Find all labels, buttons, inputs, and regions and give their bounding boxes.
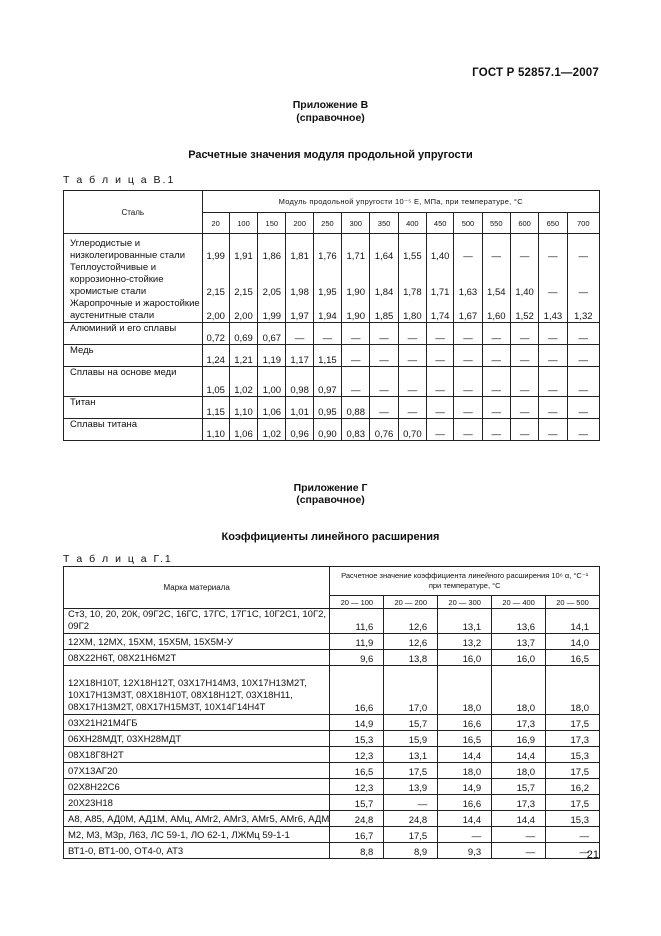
- table-row: [64, 419, 600, 441]
- material-grade: ВТ1-0, ВТ1-00, ОТ4-0, АТ3: [64, 843, 330, 859]
- modulus-value: 1,10: [202, 419, 229, 441]
- table-row: [64, 323, 600, 345]
- modulus-value: 1,90: [342, 262, 370, 298]
- modulus-value: 1,01: [286, 397, 313, 419]
- expansion-value: 17,5: [546, 715, 600, 731]
- modulus-value: —: [510, 397, 538, 419]
- modulus-value: —: [454, 367, 482, 397]
- table-row: [64, 763, 600, 779]
- expansion-value: 14,4: [438, 811, 492, 827]
- modulus-value: —: [482, 367, 510, 397]
- material-grade: Ст3, 10, 20, 20К, 09Г2С, 16ГС, 17ГС, 17Г1С, 10Г2С1, 10Г2, 09Г2: [64, 609, 330, 634]
- table-row: [64, 811, 600, 827]
- expansion-value: 17,3: [492, 715, 546, 731]
- expansion-value: 13,1: [438, 609, 492, 634]
- material-grade: 06ХН28МДТ, 03ХН28МДТ: [64, 731, 330, 747]
- modulus-value: 1,76: [313, 234, 341, 263]
- expansion-value: 13,8: [384, 650, 438, 666]
- temperature-header: 550: [482, 213, 510, 234]
- modulus-value: —: [286, 323, 313, 345]
- modulus-value: —: [370, 323, 398, 345]
- modulus-value: —: [427, 345, 454, 367]
- expansion-value: 16,7: [330, 827, 384, 843]
- modulus-value: 0,70: [398, 419, 426, 441]
- temperature-header: 500: [454, 213, 482, 234]
- modulus-value: 1,55: [398, 234, 426, 263]
- temperature-header: 700: [567, 213, 599, 234]
- table-row: [64, 345, 600, 367]
- expansion-value: 16,0: [492, 650, 546, 666]
- modulus-value: 1,06: [258, 397, 286, 419]
- modulus-value: —: [539, 419, 567, 441]
- expansion-value: 14,0: [546, 634, 600, 650]
- material-name: Сплавы на основе меди: [64, 367, 203, 397]
- table-g-label: Т а б л и ц а Г.1: [63, 553, 173, 565]
- expansion-value: 18,0: [546, 666, 600, 715]
- modulus-value: 1,19: [258, 345, 286, 367]
- modulus-value: 1,17: [286, 345, 313, 367]
- table-b1: [63, 190, 600, 441]
- modulus-value: 1,78: [398, 262, 426, 298]
- temperature-header: 150: [258, 213, 286, 234]
- expansion-value: 9,6: [330, 650, 384, 666]
- modulus-value: 1,85: [370, 298, 398, 323]
- material-grade: 03Х21Н21М4ГБ: [64, 715, 330, 731]
- modulus-value: 2,15: [202, 262, 229, 298]
- modulus-value: —: [539, 234, 567, 263]
- modulus-value: 1,40: [427, 234, 454, 263]
- expansion-value: 16,5: [438, 731, 492, 747]
- modulus-value: —: [567, 345, 599, 367]
- expansion-value: 16,2: [546, 779, 600, 795]
- column-header-coefficient: Расчетное значение коэффициента линейного расширения 10⁶ α, °С⁻¹ при температуре, °С: [330, 567, 600, 596]
- modulus-value: —: [567, 367, 599, 397]
- temperature-header: 400: [398, 213, 426, 234]
- modulus-value: —: [539, 323, 567, 345]
- modulus-value: —: [482, 397, 510, 419]
- modulus-value: 1,86: [258, 234, 286, 263]
- modulus-value: 1,94: [313, 298, 341, 323]
- modulus-value: 1,67: [454, 298, 482, 323]
- table-row: [64, 666, 600, 715]
- table-row: [64, 262, 600, 298]
- modulus-value: 0,72: [202, 323, 229, 345]
- modulus-value: 0,88: [342, 397, 370, 419]
- modulus-value: —: [510, 234, 538, 263]
- modulus-value: —: [482, 234, 510, 263]
- table-row: [64, 367, 600, 397]
- temperature-header: 650: [539, 213, 567, 234]
- expansion-value: 15,3: [546, 811, 600, 827]
- material-grade: 07Х13АГ20: [64, 763, 330, 779]
- modulus-value: 1,40: [510, 262, 538, 298]
- expansion-value: —: [384, 795, 438, 811]
- material-name: Жаропрочные и жаростойкие аустенитные стали: [64, 298, 203, 323]
- modulus-value: —: [567, 397, 599, 419]
- expansion-value: 17,5: [384, 827, 438, 843]
- expansion-value: 16,6: [438, 715, 492, 731]
- modulus-value: 1,06: [229, 419, 257, 441]
- material-name: Сплавы титана: [64, 419, 203, 441]
- expansion-value: 14,9: [330, 715, 384, 731]
- expansion-value: 11,9: [330, 634, 384, 650]
- expansion-value: 16,5: [546, 650, 600, 666]
- modulus-value: 1,24: [202, 345, 229, 367]
- modulus-value: 1,43: [539, 298, 567, 323]
- material-grade: 12Х18Н10Т, 12Х18Н12Т, 03Х17Н14М3, 10Х17Н13М2Т, 10Х17Н13М3Т, 08Х18Н10Т, 08Х18Н12Т, 03Х18Н11, 08Х17Н13М2Т, 08Х17Н15М3Т, 10Х14Г14Н4Т: [64, 666, 330, 715]
- expansion-value: —: [546, 827, 600, 843]
- appendix-b-heading: Расчетные значения модуля продольной упругости: [188, 149, 473, 161]
- expansion-value: —: [492, 827, 546, 843]
- modulus-value: —: [510, 367, 538, 397]
- temperature-header: 100: [229, 213, 257, 234]
- page-number: 21: [586, 849, 599, 861]
- table-row: [64, 650, 600, 666]
- modulus-value: —: [342, 323, 370, 345]
- expansion-value: —: [492, 843, 546, 859]
- material-grade: М2, М3, М3р, Л63, ЛС 59-1, ЛО 62-1, ЛЖМц 59-1-1: [64, 827, 330, 843]
- modulus-value: 1,99: [258, 298, 286, 323]
- modulus-value: 1,02: [229, 367, 257, 397]
- modulus-value: —: [539, 397, 567, 419]
- modulus-value: —: [342, 345, 370, 367]
- modulus-value: 1,32: [567, 298, 599, 323]
- appendix-g-title: Приложение Г: [293, 482, 368, 494]
- modulus-value: 1,95: [313, 262, 341, 298]
- expansion-value: 15,3: [546, 747, 600, 763]
- expansion-value: 24,8: [384, 811, 438, 827]
- modulus-value: 1,00: [258, 367, 286, 397]
- expansion-value: 14,4: [492, 747, 546, 763]
- modulus-value: 0,96: [286, 419, 313, 441]
- modulus-value: —: [482, 345, 510, 367]
- modulus-value: —: [427, 419, 454, 441]
- expansion-value: —: [546, 843, 600, 859]
- expansion-value: 18,0: [438, 666, 492, 715]
- modulus-value: 1,98: [286, 262, 313, 298]
- modulus-value: 1,10: [229, 397, 257, 419]
- material-name: Алюминий и его сплавы: [64, 323, 203, 345]
- expansion-value: 13,1: [384, 747, 438, 763]
- table-row: [64, 795, 600, 811]
- modulus-value: 1,60: [482, 298, 510, 323]
- expansion-value: 11,6: [330, 609, 384, 634]
- expansion-value: 16,6: [330, 666, 384, 715]
- modulus-value: 0,69: [229, 323, 257, 345]
- expansion-value: 17,5: [546, 763, 600, 779]
- material-grade: 20Х23Н18: [64, 795, 330, 811]
- material-grade: 08Х18Г8Н2Т: [64, 747, 330, 763]
- modulus-value: —: [454, 419, 482, 441]
- modulus-value: —: [454, 323, 482, 345]
- modulus-value: 1,97: [286, 298, 313, 323]
- modulus-value: —: [370, 397, 398, 419]
- range-header: 20 — 100: [330, 596, 384, 609]
- modulus-value: —: [454, 397, 482, 419]
- expansion-value: 17,0: [384, 666, 438, 715]
- modulus-value: —: [510, 419, 538, 441]
- material-grade: 12ХМ, 12МХ, 15ХМ, 15Х5М, 15Х5М-У: [64, 634, 330, 650]
- table-row: [64, 827, 600, 843]
- range-header: 20 — 200: [384, 596, 438, 609]
- modulus-value: 2,05: [258, 262, 286, 298]
- modulus-value: 1,54: [482, 262, 510, 298]
- modulus-value: —: [398, 367, 426, 397]
- column-header-modulus: Модуль продольной упругости 10⁻⁵ E, МПа, при температуре, °С: [202, 191, 599, 213]
- modulus-value: 2,15: [229, 262, 257, 298]
- expansion-value: 14,9: [438, 779, 492, 795]
- table-row: [64, 779, 600, 795]
- modulus-value: 0,95: [313, 397, 341, 419]
- modulus-value: 0,76: [370, 419, 398, 441]
- expansion-value: 12,3: [330, 747, 384, 763]
- expansion-value: 15,9: [384, 731, 438, 747]
- expansion-value: 15,3: [330, 731, 384, 747]
- table-row: [64, 715, 600, 731]
- modulus-value: 1,71: [427, 262, 454, 298]
- modulus-value: 1,71: [342, 234, 370, 263]
- modulus-value: —: [427, 367, 454, 397]
- expansion-value: 16,5: [330, 763, 384, 779]
- table-row: [64, 234, 600, 263]
- modulus-value: 1,80: [398, 298, 426, 323]
- modulus-value: 2,00: [202, 298, 229, 323]
- modulus-value: —: [539, 345, 567, 367]
- modulus-value: 1,02: [258, 419, 286, 441]
- expansion-value: 17,5: [546, 795, 600, 811]
- expansion-value: 14,4: [492, 811, 546, 827]
- modulus-value: 1,52: [510, 298, 538, 323]
- modulus-value: —: [567, 323, 599, 345]
- modulus-value: —: [313, 323, 341, 345]
- modulus-value: —: [398, 323, 426, 345]
- modulus-value: 2,00: [229, 298, 257, 323]
- material-name: Медь: [64, 345, 203, 367]
- expansion-value: 16,0: [438, 650, 492, 666]
- expansion-value: 9,3: [438, 843, 492, 859]
- table-row: [64, 843, 600, 859]
- modulus-value: —: [567, 234, 599, 263]
- appendix-b-subtitle: (справочное): [296, 112, 365, 124]
- expansion-value: 16,9: [492, 731, 546, 747]
- modulus-value: —: [510, 345, 538, 367]
- modulus-value: 1,63: [454, 262, 482, 298]
- modulus-value: 1,91: [229, 234, 257, 263]
- modulus-value: —: [539, 262, 567, 298]
- expansion-value: 17,5: [384, 763, 438, 779]
- modulus-value: 0,98: [286, 367, 313, 397]
- range-header: 20 — 400: [492, 596, 546, 609]
- expansion-value: 15,7: [384, 715, 438, 731]
- expansion-value: 8,9: [384, 843, 438, 859]
- modulus-value: —: [454, 234, 482, 263]
- modulus-value: —: [427, 397, 454, 419]
- expansion-value: 16,6: [438, 795, 492, 811]
- expansion-value: 24,8: [330, 811, 384, 827]
- material-name: Углеродистые и низколегированные стали: [64, 234, 203, 263]
- appendix-g-heading: Коэффициенты линейного расширения: [221, 531, 440, 543]
- column-header-steel: Сталь: [64, 191, 203, 234]
- range-header: 20 — 300: [438, 596, 492, 609]
- table-row: [64, 298, 600, 323]
- temperature-header: 250: [313, 213, 341, 234]
- modulus-value: 1,15: [202, 397, 229, 419]
- table-row: [64, 634, 600, 650]
- expansion-value: 18,0: [438, 763, 492, 779]
- column-header-material: Марка материала: [64, 567, 330, 609]
- material-grade: 02Х8Н22С6: [64, 779, 330, 795]
- modulus-value: 1,74: [427, 298, 454, 323]
- modulus-value: —: [342, 367, 370, 397]
- expansion-value: 8,8: [330, 843, 384, 859]
- modulus-value: 1,84: [370, 262, 398, 298]
- range-header: 20 — 500: [546, 596, 600, 609]
- modulus-value: 1,15: [313, 345, 341, 367]
- expansion-value: 12,6: [384, 634, 438, 650]
- document-header: ГОСТ Р 52857.1—2007: [472, 67, 599, 79]
- modulus-value: —: [398, 345, 426, 367]
- appendix-b-title: Приложение В: [292, 99, 369, 111]
- modulus-value: 1,21: [229, 345, 257, 367]
- material-name: Титан: [64, 397, 203, 419]
- appendix-g-subtitle: (справочное): [296, 494, 365, 506]
- modulus-value: —: [482, 419, 510, 441]
- modulus-value: 0,83: [342, 419, 370, 441]
- expansion-value: 13,9: [384, 779, 438, 795]
- modulus-value: —: [539, 367, 567, 397]
- expansion-value: 15,7: [330, 795, 384, 811]
- modulus-value: 1,64: [370, 234, 398, 263]
- modulus-value: —: [482, 323, 510, 345]
- modulus-value: —: [398, 397, 426, 419]
- material-grade: 08Х22Н6Т, 08Х21Н6М2Т: [64, 650, 330, 666]
- modulus-value: 0,90: [313, 419, 341, 441]
- expansion-value: 14,1: [546, 609, 600, 634]
- temperature-header: 350: [370, 213, 398, 234]
- modulus-value: —: [567, 262, 599, 298]
- modulus-value: 1,05: [202, 367, 229, 397]
- table-row: [64, 609, 600, 634]
- modulus-value: —: [370, 367, 398, 397]
- expansion-value: 12,6: [384, 609, 438, 634]
- modulus-value: —: [427, 323, 454, 345]
- temperature-header: 20: [202, 213, 229, 234]
- temperature-header: 200: [286, 213, 313, 234]
- table-row: [64, 747, 600, 763]
- modulus-value: 0,97: [313, 367, 341, 397]
- temperature-header: 300: [342, 213, 370, 234]
- expansion-value: 17,3: [492, 795, 546, 811]
- modulus-value: 1,81: [286, 234, 313, 263]
- temperature-header: 600: [510, 213, 538, 234]
- expansion-value: —: [438, 827, 492, 843]
- modulus-value: —: [510, 323, 538, 345]
- table-row: [64, 397, 600, 419]
- expansion-value: 13,2: [438, 634, 492, 650]
- expansion-value: 13,6: [492, 609, 546, 634]
- expansion-value: 14,4: [438, 747, 492, 763]
- modulus-value: 1,99: [202, 234, 229, 263]
- table-row: [64, 731, 600, 747]
- expansion-value: 18,0: [492, 763, 546, 779]
- table-g1: [63, 566, 600, 859]
- material-name: Теплоустойчивые и коррозионно-стойкие хромистые стали: [64, 262, 203, 298]
- expansion-value: 13,7: [492, 634, 546, 650]
- expansion-value: 12,3: [330, 779, 384, 795]
- temperature-header: 450: [427, 213, 454, 234]
- modulus-value: —: [454, 345, 482, 367]
- table-b-label: Т а б л и ц а В.1: [63, 174, 176, 186]
- expansion-value: 15,7: [492, 779, 546, 795]
- modulus-value: —: [370, 345, 398, 367]
- expansion-value: 18,0: [492, 666, 546, 715]
- expansion-value: 17,3: [546, 731, 600, 747]
- material-grade: А8, А85, АД0М, АД1М, АМц, АМг2, АМг3, АМг5, АМг6, АДМ: [64, 811, 330, 827]
- modulus-value: —: [567, 419, 599, 441]
- modulus-value: 0,67: [258, 323, 286, 345]
- modulus-value: 1,90: [342, 298, 370, 323]
